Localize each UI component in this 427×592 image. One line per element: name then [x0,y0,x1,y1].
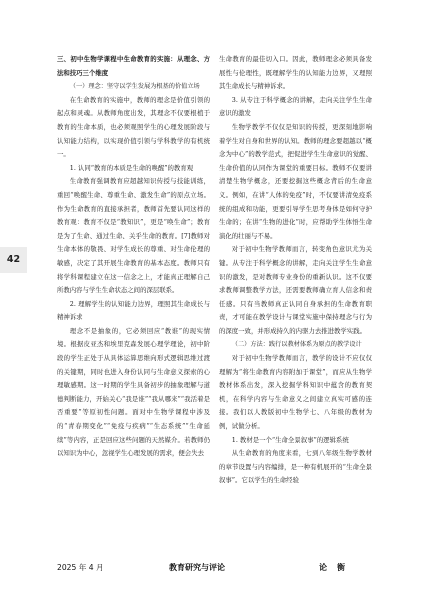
paragraph: 对于初中生物学教师而言，教学的设计不应仅仅理解为“将生命教育内容附加于课堂”，而应从生物学教材体系出发，深入挖掘学科知识中蕴含的教育契机，在科学内容与生命意义之间建立真实可感的连接。我们以人教版初中生物学七、八年级的教材为例，试做分析。 [219,354,372,431]
page-number: 42 [6,254,21,265]
point-heading: 1. 教材是一个“生命全景叙事”的逻辑系统 [231,435,349,444]
point-heading: 2. 理解学生的认知能力边界，理照其生命成长与精神诉求 [57,299,210,322]
right-column [219,53,372,488]
section-heading: 三、初中生物学课程中生命教育的实施：从理念、方法和技巧三个维度 [57,55,210,77]
point-heading: 1. 认同“教育的本质是生命的唤醒”的教育观 [69,163,194,172]
page-number-tab [0,247,27,273]
page-footer [57,562,373,580]
paragraph: 生物学教学不仅仅是知识的传授，更深刻地影响着学生对自身和世界的认知。教师的理念要超越以“概念为中心”的教学范式，把促进学生生命意识的觉醒、生命价值的认同作为课堂的重要目标。教师不仅要讲清楚生物学概念，还要挖掘这些概念背后的生命意义。例如，在讲“人体的免疫”时，不仅要讲清免疫系统的组成和功能，更要引导学生思考身体是如何守护生命的；在讲“生物的进化”时，应帮助学生体悟生命演化的壮丽与不易。 [219,122,372,240]
paragraph: 对于初中生物学教师而言，转变角色意识尤为关键。从专注于科学概念的讲解，走向关注学生生命意识的激发，是对教师专业身份的重新认识。这不仅要求教师调整教学方法，还需要教师确立育人信念和责任感。只有当教师真正认同自身承担的生命教育职责，才可能在教学设计与课堂实施中保持理念与行为的深度一致，并形成持久的内驱力去推进教学实践。 [219,245,372,335]
point-heading: 3. 从专注于科学概念的讲解，走向关注学生生命意识的激发 [219,95,372,118]
subsection-heading: （一）理念：坚守以学生发展为根基的价值立场 [69,83,200,91]
journal-title: 教育研究与评论 [169,563,225,572]
paragraph-continued: 生命教育的最佳切入口。因此，教师理念必须具备发展性与伦理性，既理解学生的认知能力边界，又理照其生命成长与精神诉求。 [219,55,372,91]
subsection-heading: （二）方法：践行以教材体系为原点的教学设计 [231,341,362,349]
paragraph: 生命教育强调教育应超越知识传授与技能训练，重回“唤醒生命、尊重生命、激发生命”的原点立场。作为生命教育的直接承担者，教师首先要认同这样的教育观：教育不仅是“教知识”，更是“唤生命”；教育是为了生命、通过生命、关乎生命的教育。[7]教师对生命本体的敬畏、对学生成长的尊重、对生命伦理的敏感，决定了其开展生命教育的基本态度。教师只有将学科课程建立在这一信念之上，才能真正理解自己所教内容与学生生命状态之间的深层联系。 [57,177,210,295]
paragraph: 理念不是抽象的，它必须回应“教谁”的现实情境。根据皮亚杰和埃里克森发展心理学理论，初中阶段的学生正处于从具体运算思维向形式逻辑思维过渡的关键期，同时也进入身份认同与生命意义探索的心理敏感期。这一时期的学生具备初步的抽象理解与道德判断能力，开始关心“我是谁”“我从哪来”“我活着是否重要”等原初性问题。面对中生物学课程中涉及的“青春期变化”“免疫与疾病”“生态系统”“生命延续”等内容，正是回应这些问题的天然媒介。若教师仍以知识为中心，忽视学生心理发展的需求，便会失去 [57,326,210,458]
section-name: 论衡 [319,563,355,572]
paragraph: 在生命教育的实施中，教师的理念是价值引领的起点和灵魂。从教师角度出发，其理念不仅要根植于教育的生命本质，也必须观照学生的心理发展阶段与认知能力结构，以实现价值引领与学科教学的有机统一。 [57,95,210,159]
issue-date: 2025 年 4 月 [57,563,104,572]
paragraph: 从生命教育的角度来看，七到八年级生物学教材的章节设置与内容编排，是一种有机展开的“生命全景叙事”。它以学生的生命经验 [219,449,372,485]
left-column [57,53,210,461]
